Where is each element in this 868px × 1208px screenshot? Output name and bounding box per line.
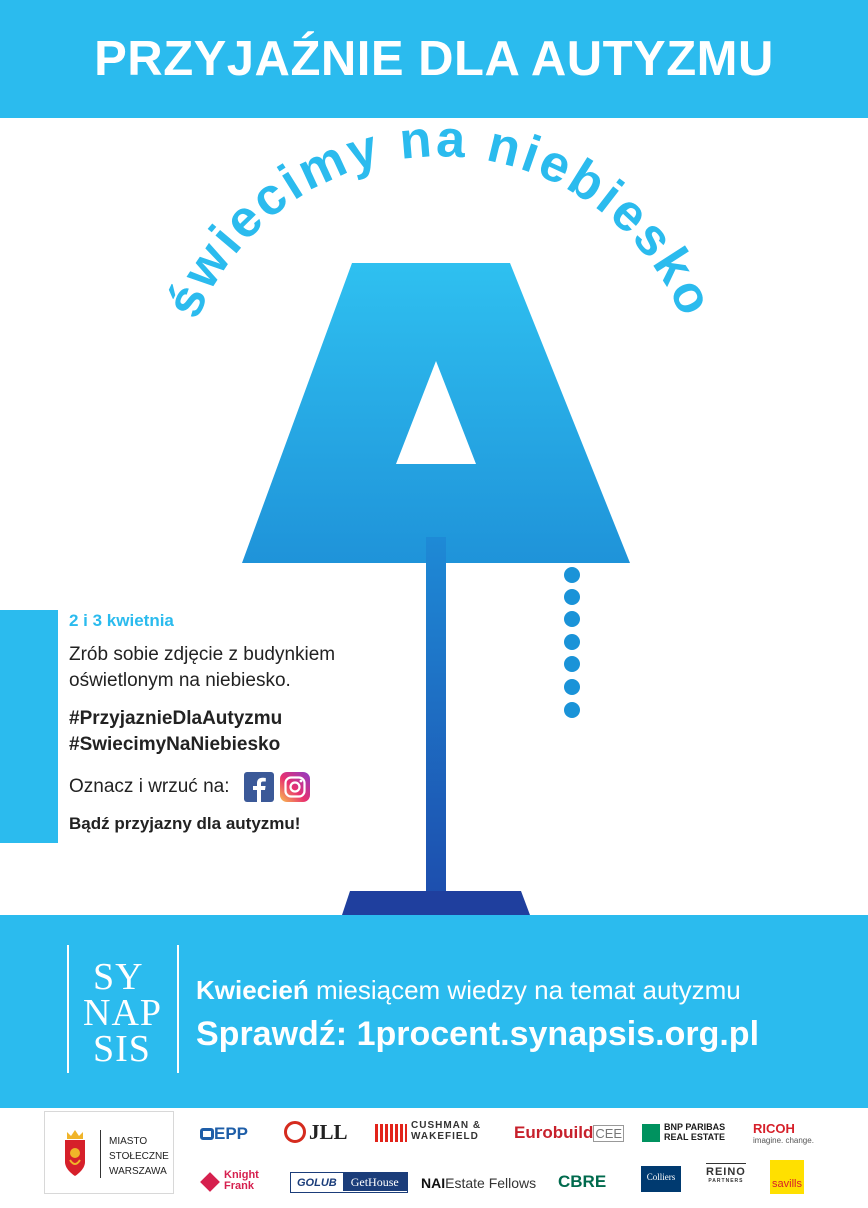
- sponsor-jll[interactable]: [284, 1120, 348, 1145]
- city-line-3: WARSZAWA: [109, 1166, 167, 1177]
- lamp-base: [342, 891, 530, 915]
- website-link[interactable]: Sprawdź: 1procent.synapsis.org.pl: [196, 1015, 760, 1053]
- city-line-2: STOŁECZNE: [109, 1151, 169, 1162]
- estate-fellows-text: Estate Fellows: [445, 1175, 537, 1191]
- reino-text: REINO: [706, 1163, 746, 1178]
- sponsor-savills[interactable]: savills: [770, 1160, 804, 1194]
- month-description: miesiącem wiedzy na temat autyzmu: [308, 975, 741, 1005]
- knight-line-1: Knight: [224, 1169, 259, 1181]
- left-accent-bar: [0, 610, 58, 843]
- epp-text: EPP: [214, 1124, 249, 1143]
- lamp-pole: [426, 537, 446, 892]
- month-name: Kwiecień: [196, 975, 309, 1005]
- sponsor-strip: [0, 1108, 868, 1194]
- instruction-line-2: oświetlonym na niebiesko.: [69, 670, 291, 691]
- city-line-1: MIASTO: [109, 1136, 148, 1147]
- letter-a-shade: [242, 263, 630, 563]
- knight-line-2: Frank: [224, 1180, 254, 1192]
- poster-title: PRZYJAŹNIE DLA AUTYZMU: [0, 0, 868, 118]
- footer-banner: [0, 915, 868, 1108]
- ricoh-sub: imagine. change.: [753, 1136, 814, 1145]
- logo-line-3: SIS: [93, 1028, 151, 1070]
- city-logo-separator: [100, 1130, 101, 1178]
- sponsor-nai-estate-fellows[interactable]: [421, 1175, 536, 1191]
- sponsor-epp[interactable]: [200, 1124, 248, 1144]
- cushman-line-2: WAKEFIELD: [411, 1131, 479, 1142]
- sponsor-reino[interactable]: [706, 1163, 746, 1184]
- logo-line-2: NAP: [83, 992, 163, 1034]
- cushman-line-1: CUSHMAN &: [411, 1120, 482, 1131]
- jll-text: JLL: [309, 1120, 348, 1144]
- nai-text: NAI: [421, 1175, 446, 1191]
- closing-slogan: Bądź przyjazny dla autyzmu!: [69, 814, 301, 833]
- synapsis-logo[interactable]: [67, 945, 179, 1073]
- instagram-icon[interactable]: [280, 772, 310, 802]
- gethouse-text: GetHouse: [343, 1173, 407, 1191]
- share-row: [69, 772, 399, 802]
- instruction-line-1: Zrób sobie zdjęcie z budynkiem: [69, 644, 336, 665]
- golub-text: GOLUB: [291, 1174, 343, 1192]
- ricoh-text: RICOH: [753, 1121, 795, 1136]
- hashtags: [69, 706, 399, 758]
- sponsor-eurobuild[interactable]: [514, 1123, 624, 1143]
- pull-chain: [564, 567, 580, 718]
- bnp-line-2: REAL ESTATE: [664, 1132, 726, 1142]
- sponsor-ricoh[interactable]: [753, 1122, 814, 1145]
- sponsor-cbre[interactable]: CBRE: [558, 1172, 607, 1191]
- sponsor-colliers[interactable]: Colliers: [641, 1166, 681, 1192]
- share-label: Oznacz i wrzuć na:: [69, 776, 230, 797]
- awareness-month-line: [196, 975, 741, 1006]
- eurobuild-sub: CEE: [595, 1126, 623, 1141]
- arc-slogan-text: świecimy na niebiesko: [154, 118, 726, 327]
- city-name: [109, 1134, 169, 1179]
- hashtag-2: #SwiecimyNaNiebiesko: [69, 734, 281, 755]
- sponsor-bnp-paribas[interactable]: [642, 1122, 725, 1142]
- event-date: 2 i 3 kwietnia: [69, 611, 174, 630]
- reino-sub: PARTNERS: [708, 1178, 744, 1184]
- sponsor-golub-gethouse[interactable]: [290, 1172, 408, 1193]
- warsaw-crest-icon: [61, 1126, 89, 1178]
- hashtag-1: #PrzyjaznieDlaAutyzmu: [69, 708, 283, 729]
- eurobuild-text: Eurobuild: [514, 1123, 594, 1142]
- bnp-line-1: BNP PARIBAS: [664, 1122, 726, 1132]
- info-block: [69, 608, 399, 834]
- warsaw-city-logo[interactable]: [44, 1111, 174, 1194]
- instruction-text: [69, 642, 399, 694]
- facebook-icon[interactable]: [244, 772, 274, 802]
- sponsor-cushman-wakefield[interactable]: [375, 1120, 481, 1142]
- logo-line-1: SY: [93, 956, 144, 998]
- sponsor-knight-frank[interactable]: [200, 1170, 259, 1192]
